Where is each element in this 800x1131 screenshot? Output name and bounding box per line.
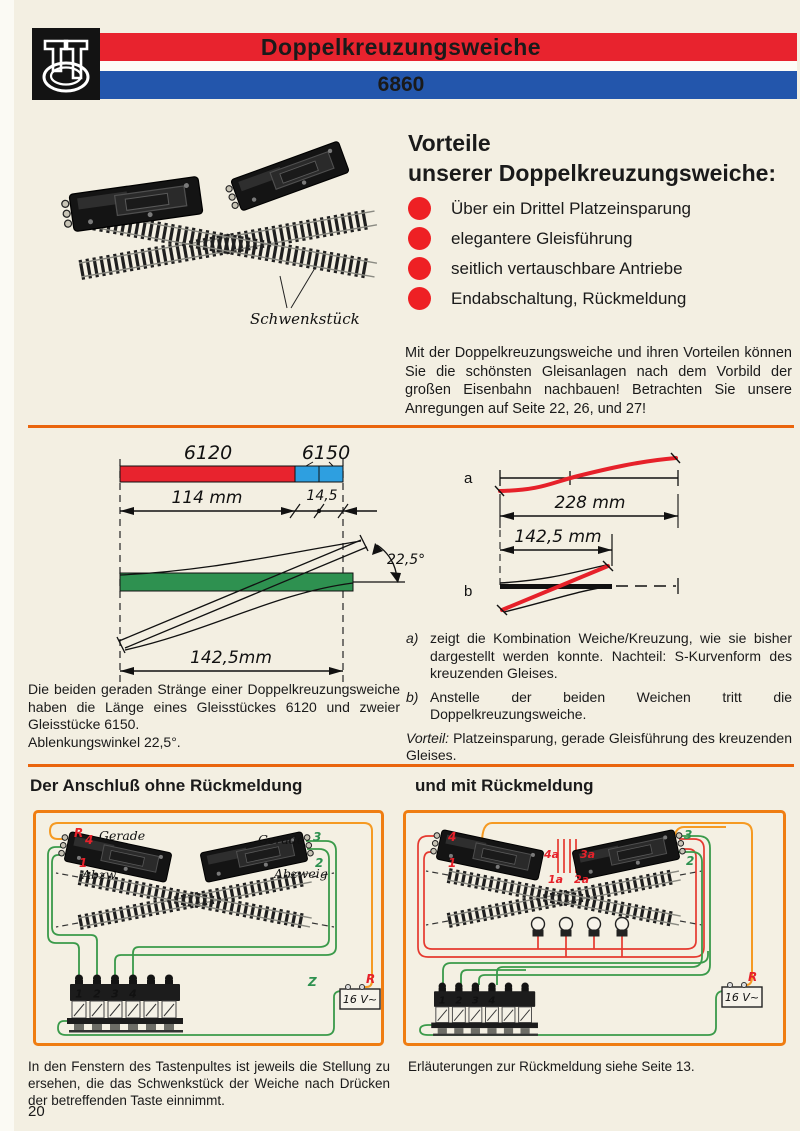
- terminal-label-3: 3: [684, 828, 693, 842]
- item-b-text: Anstelle der beiden Weichen tritt die Doppelkreuzungsweiche.: [430, 688, 792, 722]
- svg-text:3: 3: [471, 995, 479, 1007]
- arrow: [598, 546, 612, 554]
- bullet-text: Über ein Drittel Platzeinsparung: [451, 198, 692, 218]
- lamp-base: [617, 930, 627, 936]
- divider-top: [28, 425, 794, 428]
- lamp-icon: [532, 918, 545, 931]
- lamp-base: [589, 930, 599, 936]
- switch-motor-left: [429, 828, 544, 880]
- transformer-label: 16 V~: [724, 991, 760, 1004]
- advantage-label: Vorteil:: [406, 729, 450, 746]
- terminal-label-z: Z: [308, 975, 317, 989]
- wiring-heading-left: Der Anschluß ohne Rückmeldung: [30, 776, 303, 795]
- branch-curve: [504, 586, 612, 612]
- caption-text: Die beiden geraden Stränge einer Doppelkreuzungsweiche haben die Länge eines Gleisstückes 6120 und zweier Gleisstücke 6150.: [28, 681, 400, 732]
- transformer-label: 16 V~: [342, 993, 378, 1006]
- svg-text:1: 1: [438, 995, 446, 1007]
- wiring-caption-right: Erläuterungen zur Rückmeldung siehe Seite 13.: [408, 1059, 695, 1074]
- terminal-label-2: 2: [686, 854, 695, 868]
- advantages-heading-line2: unserer Doppelkreuzungsweiche:: [408, 160, 777, 186]
- transformer-terminal: [728, 983, 733, 988]
- comparison-diagram: [400, 438, 790, 630]
- advantages-heading-line1: Vorteile: [408, 130, 491, 156]
- page-number: 20: [28, 1103, 45, 1120]
- terminal-label-r2: R: [366, 972, 376, 986]
- advantage-text: Platzeinsparung, gerade Gleisführung des kreuzenden Gleises.: [406, 729, 793, 763]
- lamp-icon: [616, 918, 629, 931]
- left-diagram-caption: [28, 681, 400, 751]
- track-dash: [680, 871, 702, 875]
- dimension-diagram-left: [25, 433, 430, 701]
- label-gerade-left: Gerade: [99, 828, 146, 843]
- product-number: 6860: [377, 73, 425, 96]
- terminal-label-r: R: [74, 826, 84, 840]
- advantages-list: [408, 197, 793, 310]
- wire-green-bundle: [443, 951, 708, 985]
- label-abzw: Abzw.: [82, 867, 119, 882]
- track-dash: [680, 921, 702, 925]
- wiring-caption-left: In den Fenstern des Tastenpultes ist jeweils die Stellung zu ersehen, die das Schwenkstück der Weiche nach Drücken der betreffenden Taste einnimmt.: [28, 1059, 390, 1108]
- terminal-label-r: R: [748, 970, 758, 984]
- dim-dot: [317, 509, 321, 513]
- label-6120: 6120: [183, 442, 233, 464]
- arrow: [500, 546, 514, 554]
- lamp-base: [561, 930, 571, 936]
- track-6120-bar: [120, 466, 295, 482]
- bullet-text: elegantere Gleisführung: [451, 228, 633, 248]
- tt-logo: [32, 28, 100, 100]
- label-a: a: [464, 470, 473, 487]
- transformer-terminal: [742, 983, 747, 988]
- divider-bottom: [28, 764, 794, 767]
- branch-curve-lower: [125, 583, 353, 650]
- svg-text:2: 2: [93, 987, 101, 1001]
- wiring-diagram-left: [36, 813, 381, 1043]
- header-red-bar: [100, 33, 797, 61]
- svg-text:4: 4: [488, 995, 496, 1007]
- arrow: [500, 512, 514, 520]
- switch-motor-right: [224, 141, 350, 214]
- caption-item-a: [406, 630, 792, 683]
- label-gerade-right: Gerade: [258, 832, 305, 847]
- red-bullet-icon: [408, 287, 431, 310]
- terminal-label-4a: 4a: [544, 848, 560, 861]
- svg-text:1: 1: [75, 987, 83, 1001]
- wire-red-lamps: [538, 931, 622, 957]
- terminal-label-4: 4: [448, 830, 457, 844]
- bullet-text: seitlich vertauschbare Antriebe: [451, 258, 683, 278]
- dim-14-5: 14,5: [306, 488, 338, 504]
- dim-114mm: 114 mm: [171, 488, 243, 508]
- control-keypad: [431, 983, 538, 1036]
- arrow: [664, 512, 678, 520]
- red-bullet-icon: [408, 197, 431, 220]
- lamp-base: [533, 930, 543, 936]
- red-bullet-icon: [408, 257, 431, 280]
- photo-leader-lines: [280, 268, 315, 308]
- dim-228mm: 228 mm: [554, 493, 626, 513]
- intro-paragraph: Mit der Doppelkreuzungsweiche und ihren Vorteilen können Sie die schönsten Gleisanlagen nach dem Vorbild der großen Eisenbahn nachbauen! Betrachten Sie unsere Anregungen auf Seite 22, 26, und 27!: [405, 345, 792, 417]
- track-dash: [56, 923, 78, 927]
- arrow: [120, 507, 134, 515]
- item-a-label: a): [406, 630, 419, 646]
- terminal-label-1: 1: [448, 856, 457, 870]
- wiring-diagram-box-left: [33, 810, 384, 1046]
- svg-text:3: 3: [111, 987, 119, 1001]
- diagonal-rail-1: [125, 547, 367, 648]
- list-item: [408, 257, 793, 280]
- product-photo: [28, 126, 398, 332]
- track-dash: [426, 871, 448, 875]
- branch-curve-upper: [120, 541, 361, 575]
- item-b-label: b): [406, 688, 419, 705]
- straight-track-bar: [120, 573, 353, 591]
- list-item: [408, 197, 793, 220]
- red-bullet-icon: [408, 227, 431, 250]
- comparison-caption: [406, 630, 792, 765]
- bullet-text: Endabschaltung, Rückmeldung: [451, 288, 687, 308]
- terminal-label-4: 4: [85, 833, 94, 847]
- item-a-text: zeigt die Kombination Weiche/Kreuzung, wie sie bisher dargestellt werden konnte. Nachteil: S-Kurvenform des kreuzenden Gleises.: [430, 630, 792, 681]
- lamp-icon: [588, 918, 601, 931]
- svg-text:2: 2: [455, 995, 463, 1007]
- wiring-diagram-right: [406, 813, 783, 1043]
- control-keypad: [67, 975, 183, 1033]
- wiring-heading-right: und mit Rückmeldung: [415, 776, 594, 795]
- dim-142mm-b: 142,5 mm: [514, 527, 602, 547]
- terminal-label-2: 2: [315, 856, 324, 870]
- label-abzweig: Abzweig: [274, 866, 328, 881]
- lamp-icon: [560, 918, 573, 931]
- arrow: [329, 667, 343, 675]
- caption-item-b: [406, 689, 792, 724]
- arrow: [120, 667, 134, 675]
- transformer-terminal: [346, 985, 351, 990]
- track-dash: [426, 921, 448, 925]
- track-dash: [56, 873, 78, 877]
- terminal-label-1: 1: [79, 856, 88, 870]
- photo-label: Schwenkstück: [250, 310, 360, 328]
- page-title: Doppelkreuzungsweiche: [260, 33, 542, 60]
- indicator-lamps: [532, 918, 629, 937]
- advantages-heading: [408, 128, 793, 188]
- list-item: [408, 227, 793, 250]
- transformer-terminal: [360, 985, 365, 990]
- dim-142mm: 142,5mm: [190, 648, 272, 668]
- svg-text:4: 4: [129, 987, 137, 1001]
- label-b: b: [464, 583, 473, 600]
- list-item: [408, 287, 793, 310]
- caption-text: Ablenkungswinkel 22,5°.: [28, 733, 181, 750]
- wiring-diagram-box-right: [403, 810, 786, 1046]
- header-gap: [100, 61, 797, 71]
- header-blue-bar: [100, 71, 797, 99]
- wire-green-drop: [461, 970, 526, 985]
- terminal-label-3: 3: [313, 830, 322, 844]
- s-curve-track-red: [500, 458, 676, 491]
- angle-label: 22,5°: [387, 552, 426, 568]
- advantage-note: [406, 730, 792, 765]
- terminal-label-1a: 1a: [548, 873, 564, 886]
- terminal-label-2a: 2a: [574, 873, 590, 886]
- label-6150: 6150: [301, 442, 351, 464]
- track-dash: [312, 923, 334, 927]
- terminal-label-3a: 3a: [580, 848, 596, 861]
